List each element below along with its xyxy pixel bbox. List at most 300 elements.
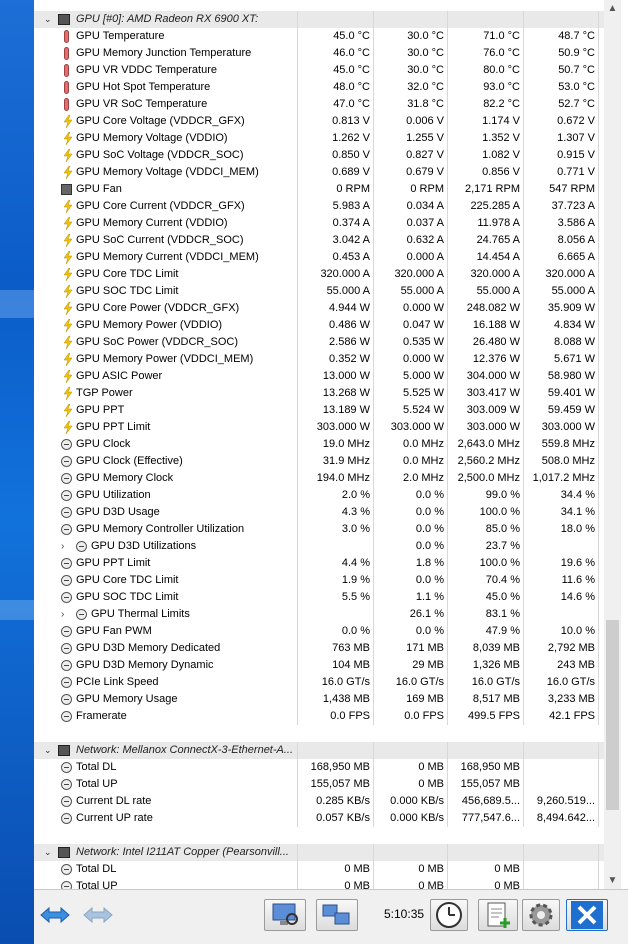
- maximum-value: 99.0 %: [448, 487, 524, 504]
- sensor-row[interactable]: [34, 368, 604, 385]
- gauge-icon: [61, 507, 72, 518]
- minimum-value: 29 MB: [374, 657, 448, 674]
- minimum-value: 5.000 W: [374, 368, 448, 385]
- average-value: 19.6 %: [524, 555, 599, 572]
- maximum-value: 1.174 V: [448, 113, 524, 130]
- maximum-value: 303.009 W: [448, 402, 524, 419]
- minimum-value: 31.8 °C: [374, 96, 448, 113]
- current-value: 0.352 W: [298, 351, 374, 368]
- current-value: 45.0 °C: [298, 62, 374, 79]
- collapse-toggle-icon[interactable]: ⌄: [44, 745, 52, 755]
- maximum-value: 8,039 MB: [448, 640, 524, 657]
- sensor-name-cell: [34, 640, 298, 657]
- sensor-name-cell: [34, 351, 298, 368]
- average-value: 50.7 °C: [524, 62, 599, 79]
- current-value: 0.0 %: [298, 623, 374, 640]
- sensor-label: GPU Hot Spot Temperature: [76, 81, 211, 93]
- current-value: 1,438 MB: [298, 691, 374, 708]
- sensor-label: GPU Core Power (VDDCR_GFX): [76, 302, 240, 314]
- reset-layout-button[interactable]: [80, 899, 116, 931]
- minimum-value: 0.0 %: [374, 538, 448, 555]
- sensor-name-cell: [34, 708, 298, 725]
- current-value: 2.0 %: [298, 487, 374, 504]
- minimum-value: 1.1 %: [374, 589, 448, 606]
- sensor-name-cell: [34, 317, 298, 334]
- sensor-name-cell: [34, 215, 298, 232]
- group-header[interactable]: [34, 11, 604, 28]
- network-button[interactable]: [316, 899, 358, 931]
- current-value: 0.285 KB/s: [298, 793, 374, 810]
- clock-icon: [431, 900, 467, 930]
- average-value: [524, 538, 599, 555]
- sensor-row[interactable]: [34, 691, 604, 708]
- sensor-name-cell: [34, 181, 298, 198]
- sensor-row[interactable]: [34, 317, 604, 334]
- sensor-name-cell: [34, 487, 298, 504]
- current-value: 31.9 MHz: [298, 453, 374, 470]
- sensor-label: GPU SOC TDC Limit: [76, 285, 179, 297]
- gauge-icon: [61, 473, 72, 484]
- sensor-label: GPU Core Voltage (VDDCR_GFX): [76, 115, 245, 127]
- sensor-label: Framerate: [76, 710, 127, 722]
- clock-reset-button[interactable]: [430, 899, 468, 931]
- close-button[interactable]: [566, 899, 608, 931]
- sensor-name-cell: [34, 113, 298, 130]
- lightning-icon: [63, 268, 73, 281]
- collapse-toggle-icon[interactable]: ⌄: [44, 847, 52, 857]
- network-computers-icon: [317, 900, 357, 930]
- average-value: 16.0 GT/s: [524, 674, 599, 691]
- sensor-name-cell: [34, 810, 298, 827]
- fan-icon: [61, 184, 72, 195]
- sensor-row[interactable]: [34, 606, 604, 623]
- minimum-value: 0 MB: [374, 861, 448, 878]
- sensor-row[interactable]: [34, 45, 604, 62]
- sensor-row[interactable]: [34, 589, 604, 606]
- collapse-toggle-icon[interactable]: ⌄: [44, 14, 52, 24]
- sensor-name-cell: [34, 45, 298, 62]
- maximum-value: 0 MB: [448, 861, 524, 878]
- lightning-icon: [63, 115, 73, 128]
- sensor-row[interactable]: [34, 181, 604, 198]
- sensor-label: GPU Fan PWM: [76, 625, 152, 637]
- sensor-row[interactable]: [34, 96, 604, 113]
- report-button[interactable]: [264, 899, 306, 931]
- current-value: 4.3 %: [298, 504, 374, 521]
- current-value: 4.4 %: [298, 555, 374, 572]
- group-header[interactable]: [34, 742, 604, 759]
- sensor-label: GPU Memory Clock: [76, 472, 174, 484]
- elapsed-time: 5:10:35: [384, 907, 425, 921]
- sensor-label: GPU D3D Usage: [76, 506, 160, 518]
- sensor-row[interactable]: [34, 62, 604, 79]
- lightning-icon: [63, 387, 73, 400]
- sensor-name-cell: [34, 453, 298, 470]
- average-value: 52.7 °C: [524, 96, 599, 113]
- average-value: 35.909 W: [524, 300, 599, 317]
- sensor-name-cell: [34, 62, 298, 79]
- sensor-row[interactable]: [34, 130, 604, 147]
- gauge-icon: [61, 558, 72, 569]
- current-value: 5.983 A: [298, 198, 374, 215]
- average-value: 34.1 %: [524, 504, 599, 521]
- sensor-row[interactable]: [34, 674, 604, 691]
- current-value: 13.000 W: [298, 368, 374, 385]
- average-value: 55.000 A: [524, 283, 599, 300]
- sensor-row[interactable]: [34, 810, 604, 827]
- average-value: 18.0 %: [524, 521, 599, 538]
- sensor-row[interactable]: [34, 300, 604, 317]
- minimum-value: 303.000 W: [374, 419, 448, 436]
- sensor-row[interactable]: [34, 555, 604, 572]
- maximum-value: 83.1 %: [448, 606, 524, 623]
- sensor-row[interactable]: [34, 708, 604, 725]
- sensor-name-cell: [34, 759, 298, 776]
- current-value: 320.000 A: [298, 266, 374, 283]
- sensor-row[interactable]: [34, 759, 604, 776]
- maximum-value: 16.188 W: [448, 317, 524, 334]
- sensor-label: GPU D3D Memory Dynamic: [76, 659, 214, 671]
- maximum-value: 8,517 MB: [448, 691, 524, 708]
- lightning-icon: [63, 319, 73, 332]
- average-value: 3,233 MB: [524, 691, 599, 708]
- sensor-name-cell: [34, 776, 298, 793]
- lightning-icon: [63, 285, 73, 298]
- sensor-label: GPU Memory Voltage (VDDCI_MEM): [76, 166, 259, 178]
- gauge-icon: [61, 490, 72, 501]
- current-value: 0.486 W: [298, 317, 374, 334]
- lightning-icon: [63, 404, 73, 417]
- sensor-row[interactable]: [34, 79, 604, 96]
- maximum-value: 304.000 W: [448, 368, 524, 385]
- sensor-label: Current DL rate: [76, 795, 152, 807]
- lightning-icon: [63, 251, 73, 264]
- sensor-name-cell: [34, 623, 298, 640]
- sensor-row[interactable]: [34, 470, 604, 487]
- sensor-row[interactable]: [34, 623, 604, 640]
- minimum-value: 0.000 W: [374, 351, 448, 368]
- current-value: 46.0 °C: [298, 45, 374, 62]
- maximum-value: 777,547.6...: [448, 810, 524, 827]
- gauge-icon: [61, 694, 72, 705]
- sensor-name-cell: [34, 521, 298, 538]
- scroll-down-arrow-icon[interactable]: ▼: [607, 875, 618, 886]
- double-arrow-icon: [38, 899, 72, 931]
- lightning-icon: [63, 132, 73, 145]
- sensor-chip-icon: [58, 745, 70, 756]
- maximum-value: 303.417 W: [448, 385, 524, 402]
- maximum-value: 82.2 °C: [448, 96, 524, 113]
- scrollbar-thumb[interactable]: [606, 620, 619, 810]
- sensor-row[interactable]: [34, 215, 604, 232]
- current-value: 104 MB: [298, 657, 374, 674]
- sensor-label: GPU Memory Current (VDDCI_MEM): [76, 251, 259, 263]
- sensor-row[interactable]: [34, 436, 604, 453]
- current-value: 1.262 V: [298, 130, 374, 147]
- current-value: 16.0 GT/s: [298, 674, 374, 691]
- current-value: 0.453 A: [298, 249, 374, 266]
- average-value: 59.459 W: [524, 402, 599, 419]
- group-header[interactable]: [34, 844, 604, 861]
- gauge-icon: [61, 643, 72, 654]
- sensor-row[interactable]: [34, 538, 604, 555]
- minimum-value: 0.0 %: [374, 521, 448, 538]
- sensor-label: GPU Memory Junction Temperature: [76, 47, 252, 59]
- minimum-value: 0.006 V: [374, 113, 448, 130]
- average-value: 243 MB: [524, 657, 599, 674]
- current-value: 0.057 KB/s: [298, 810, 374, 827]
- sensor-name-cell: [34, 334, 298, 351]
- expand-arrow-icon[interactable]: ›: [61, 541, 65, 552]
- minimum-value: 32.0 °C: [374, 79, 448, 96]
- lightning-icon: [63, 421, 73, 434]
- minimum-value: 171 MB: [374, 640, 448, 657]
- sensor-name-cell: [34, 589, 298, 606]
- sensor-name-cell: [34, 368, 298, 385]
- sensor-label: GPU Memory Usage: [76, 693, 178, 705]
- sensor-name-cell: [34, 674, 298, 691]
- average-value: 14.6 %: [524, 589, 599, 606]
- sensor-label: GPU Memory Controller Utilization: [76, 523, 245, 535]
- sensor-row[interactable]: [34, 419, 604, 436]
- sensor-label: GPU D3D Utilizations: [91, 540, 197, 552]
- average-value: [524, 776, 599, 793]
- current-value: 3.0 %: [298, 521, 374, 538]
- average-value: 0.672 V: [524, 113, 599, 130]
- current-value: 168,950 MB: [298, 759, 374, 776]
- sensor-row[interactable]: [34, 453, 604, 470]
- average-value: 8,494.642...: [524, 810, 599, 827]
- sensor-row[interactable]: [34, 402, 604, 419]
- sensor-label: GPU Thermal Limits: [91, 608, 190, 620]
- sensor-label: GPU Clock (Effective): [76, 455, 183, 467]
- minimum-value: 0.827 V: [374, 147, 448, 164]
- sensor-name-cell: [34, 198, 298, 215]
- maximum-value: 499.5 FPS: [448, 708, 524, 725]
- sensor-name-cell: [34, 266, 298, 283]
- sensor-name-cell: [34, 385, 298, 402]
- maximum-value: 14.454 A: [448, 249, 524, 266]
- current-value: 194.0 MHz: [298, 470, 374, 487]
- average-value: 53.0 °C: [524, 79, 599, 96]
- sensor-name-cell: [34, 249, 298, 266]
- current-value: 13.268 W: [298, 385, 374, 402]
- sensor-label: GPU VR VDDC Temperature: [76, 64, 218, 76]
- maximum-value: 55.000 A: [448, 283, 524, 300]
- gauge-icon: [61, 779, 72, 790]
- current-value: [298, 538, 374, 555]
- sensor-row[interactable]: [34, 878, 604, 889]
- sensor-row[interactable]: [34, 28, 604, 45]
- gauge-icon: [61, 592, 72, 603]
- sensor-row[interactable]: [34, 249, 604, 266]
- sensor-name-cell: [34, 657, 298, 674]
- sensor-row[interactable]: [34, 640, 604, 657]
- expand-arrow-icon[interactable]: ›: [61, 609, 65, 620]
- sensor-label: GPU D3D Memory Dedicated: [76, 642, 221, 654]
- sensor-label: GPU Memory Power (VDDCI_MEM): [76, 353, 254, 365]
- sensor-label: GPU SOC TDC Limit: [76, 591, 179, 603]
- sensor-label: GPU Temperature: [76, 30, 165, 42]
- average-value: 0.771 V: [524, 164, 599, 181]
- average-value: 1.307 V: [524, 130, 599, 147]
- sensor-row[interactable]: [34, 283, 604, 300]
- maximum-value: 0.856 V: [448, 164, 524, 181]
- average-value: 50.9 °C: [524, 45, 599, 62]
- current-value: 3.042 A: [298, 232, 374, 249]
- sensor-name-cell: [34, 878, 298, 889]
- sensor-row[interactable]: [34, 351, 604, 368]
- current-value: 2.586 W: [298, 334, 374, 351]
- sensor-row[interactable]: [34, 113, 604, 130]
- maximum-value: 26.480 W: [448, 334, 524, 351]
- gauge-icon: [61, 626, 72, 637]
- average-value: 11.6 %: [524, 572, 599, 589]
- sensor-row[interactable]: [34, 521, 604, 538]
- average-value: 3.586 A: [524, 215, 599, 232]
- sensor-label: Total UP: [76, 880, 118, 889]
- minimum-value: 0.000 W: [374, 300, 448, 317]
- average-value: 0.915 V: [524, 147, 599, 164]
- minimum-value: 0.034 A: [374, 198, 448, 215]
- maximum-value: 168,950 MB: [448, 759, 524, 776]
- gauge-icon: [61, 864, 72, 875]
- maximum-value: 2,643.0 MHz: [448, 436, 524, 453]
- sensor-row[interactable]: [34, 232, 604, 249]
- sensor-name-cell: [34, 283, 298, 300]
- lightning-icon: [63, 370, 73, 383]
- maximum-value: 11.978 A: [448, 215, 524, 232]
- sensor-row[interactable]: [34, 198, 604, 215]
- average-value: 10.0 %: [524, 623, 599, 640]
- current-value: 4.944 W: [298, 300, 374, 317]
- current-value: 5.5 %: [298, 589, 374, 606]
- bottom-toolbar: [34, 889, 628, 944]
- average-value: 1,017.2 MHz: [524, 470, 599, 487]
- sensor-name-cell: [34, 470, 298, 487]
- sensor-name-cell: [34, 555, 298, 572]
- minimum-value: 320.000 A: [374, 266, 448, 283]
- minimum-value: 0.0 %: [374, 504, 448, 521]
- thermometer-icon: [64, 64, 69, 77]
- gauge-icon: [61, 762, 72, 773]
- sensor-row[interactable]: [34, 504, 604, 521]
- minimum-value: 5.524 W: [374, 402, 448, 419]
- sensor-label: GPU SoC Voltage (VDDCR_SOC): [76, 149, 244, 161]
- sensor-row[interactable]: [34, 793, 604, 810]
- sensor-row[interactable]: [34, 572, 604, 589]
- average-value: 320.000 A: [524, 266, 599, 283]
- current-value: 1.9 %: [298, 572, 374, 589]
- log-button[interactable]: [478, 899, 518, 931]
- sensor-label: GPU Core Current (VDDCR_GFX): [76, 200, 245, 212]
- thermometer-icon: [64, 81, 69, 94]
- sensor-name-cell: [34, 130, 298, 147]
- expand-collapse-button[interactable]: [38, 899, 72, 931]
- minimum-value: 169 MB: [374, 691, 448, 708]
- minimum-value: 0.0 %: [374, 487, 448, 504]
- maximum-value: 23.7 %: [448, 538, 524, 555]
- minimum-value: 1.255 V: [374, 130, 448, 147]
- sensor-label: GPU Clock: [76, 438, 131, 450]
- sensor-row[interactable]: [34, 776, 604, 793]
- current-value: 0.0 FPS: [298, 708, 374, 725]
- sensor-name-cell: [34, 402, 298, 419]
- thermometer-icon: [64, 98, 69, 111]
- thermometer-icon: [64, 47, 69, 60]
- sensor-row[interactable]: [34, 334, 604, 351]
- minimum-value: 2.0 MHz: [374, 470, 448, 487]
- lightning-icon: [63, 336, 73, 349]
- gauge-icon: [61, 881, 72, 889]
- minimum-value: 0.000 A: [374, 249, 448, 266]
- minimum-value: 55.000 A: [374, 283, 448, 300]
- sensor-row[interactable]: [34, 266, 604, 283]
- maximum-value: 76.0 °C: [448, 45, 524, 62]
- minimum-value: 0 MB: [374, 759, 448, 776]
- lightning-icon: [63, 234, 73, 247]
- sensor-row[interactable]: [34, 164, 604, 181]
- group-title: Network: Mellanox ConnectX-3-Ethernet-A...: [76, 744, 294, 756]
- gauge-icon: [61, 796, 72, 807]
- lightning-icon: [63, 200, 73, 213]
- average-value: 48.7 °C: [524, 28, 599, 45]
- sensor-label: Total DL: [76, 761, 117, 773]
- minimum-value: 0.037 A: [374, 215, 448, 232]
- current-value: 155,057 MB: [298, 776, 374, 793]
- add-log-icon: [479, 900, 517, 930]
- sensor-name-cell: [34, 504, 298, 521]
- sensor-row[interactable]: [34, 487, 604, 504]
- current-value: 303.000 W: [298, 419, 374, 436]
- gauge-icon: [61, 524, 72, 535]
- maximum-value: 2,560.2 MHz: [448, 453, 524, 470]
- scroll-up-arrow-icon[interactable]: ▲: [607, 3, 618, 14]
- sensor-name-cell: [34, 606, 298, 623]
- maximum-value: 1.082 V: [448, 147, 524, 164]
- minimum-value: 30.0 °C: [374, 45, 448, 62]
- sensor-row[interactable]: [34, 861, 604, 878]
- average-value: 547 RPM: [524, 181, 599, 198]
- sensor-label: GPU PPT: [76, 404, 125, 416]
- maximum-value: 100.0 %: [448, 504, 524, 521]
- minimum-value: 0 MB: [374, 878, 448, 889]
- current-value: 0 MB: [298, 878, 374, 889]
- maximum-value: 80.0 °C: [448, 62, 524, 79]
- sensor-label: Current UP rate: [76, 812, 153, 824]
- sensor-row[interactable]: [34, 147, 604, 164]
- current-value: 0.689 V: [298, 164, 374, 181]
- current-value: 0.850 V: [298, 147, 374, 164]
- settings-button[interactable]: [522, 899, 560, 931]
- gauge-icon: [61, 439, 72, 450]
- sensor-label: GPU Memory Voltage (VDDIO): [76, 132, 228, 144]
- gauge-icon: [61, 813, 72, 824]
- sensor-label: GPU SoC Power (VDDCR_SOC): [76, 336, 238, 348]
- vertical-scrollbar[interactable]: [604, 0, 621, 889]
- average-value: 8.056 A: [524, 232, 599, 249]
- sensor-row[interactable]: [34, 385, 604, 402]
- maximum-value: 93.0 °C: [448, 79, 524, 96]
- average-value: 4.834 W: [524, 317, 599, 334]
- maximum-value: 1,326 MB: [448, 657, 524, 674]
- average-value: 2,792 MB: [524, 640, 599, 657]
- sensor-row[interactable]: [34, 657, 604, 674]
- sensor-name-cell: [34, 691, 298, 708]
- maximum-value: 456,689.5...: [448, 793, 524, 810]
- gauge-icon: [76, 609, 87, 620]
- current-value: 0.813 V: [298, 113, 374, 130]
